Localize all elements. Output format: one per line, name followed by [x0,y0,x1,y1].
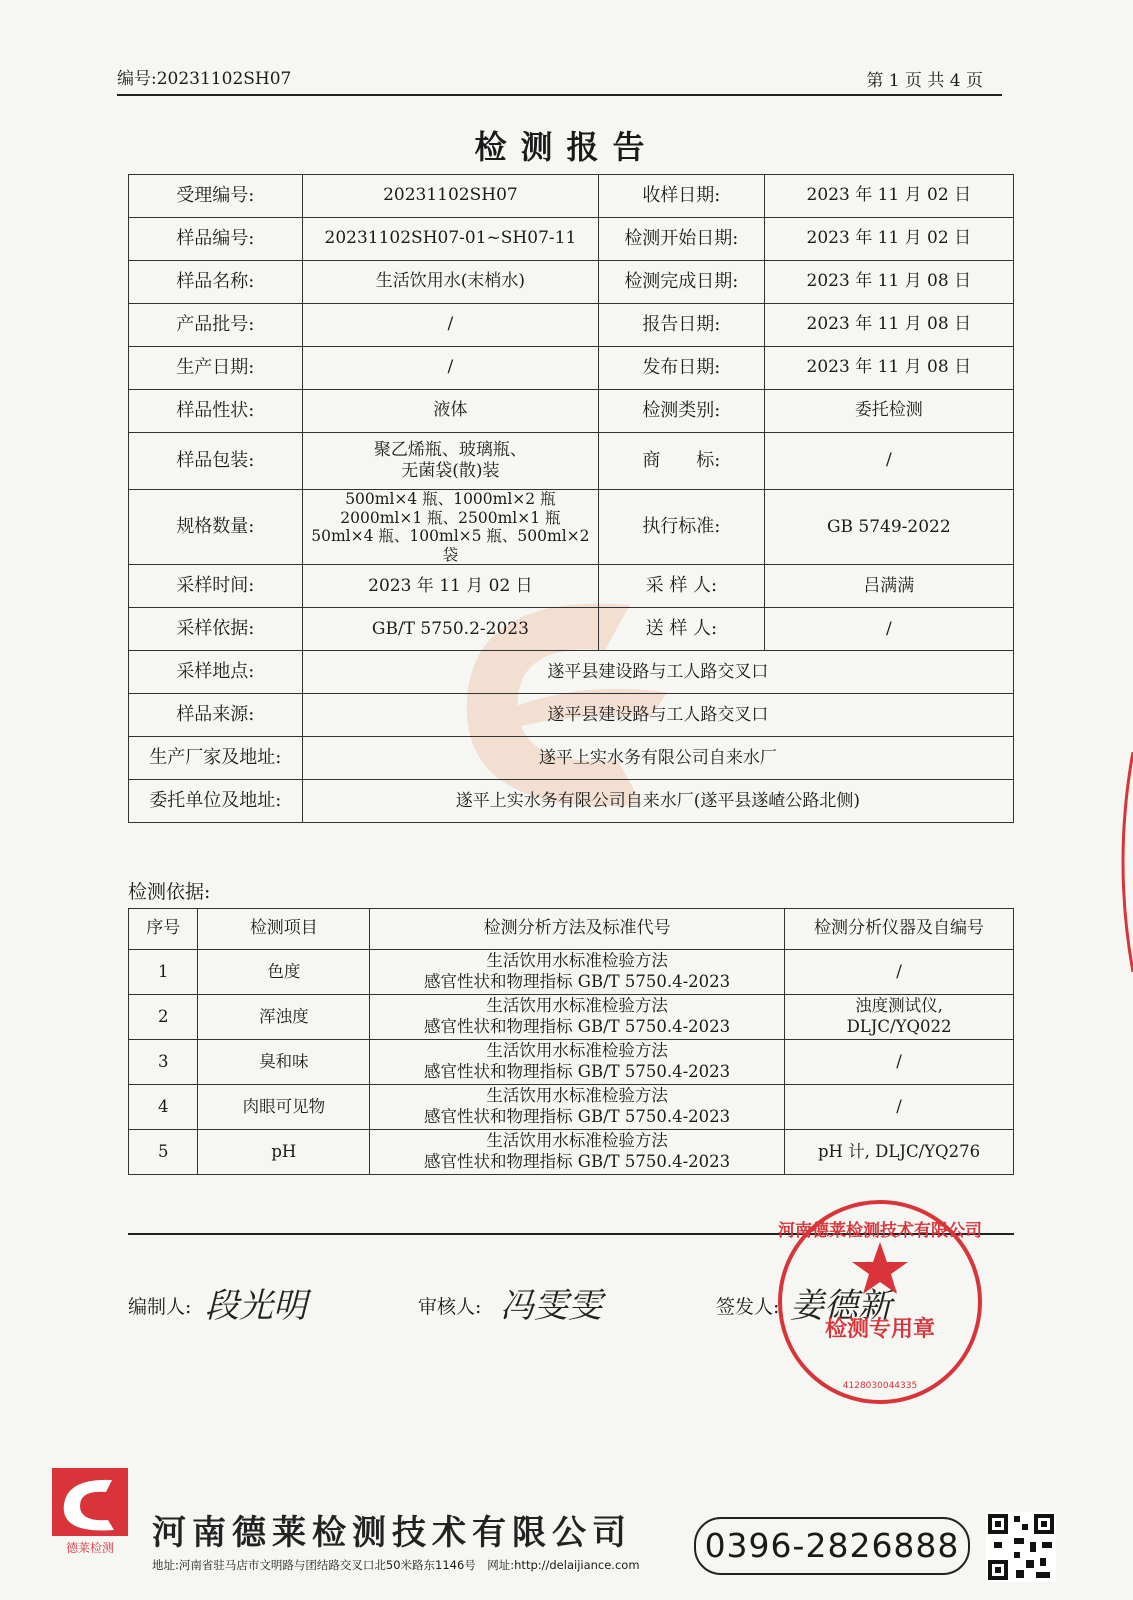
test-method [370,1040,785,1085]
issuer-label: 签发人: [716,1296,780,1318]
spec-line: 2000ml×1 瓶、2500ml×1 瓶 [340,508,561,527]
test-item: 浑浊度 [198,995,370,1040]
sampling-time: 2023 年 11 月 02 日 [302,565,598,608]
sender-label: 送 样 人: [599,608,765,651]
acceptance-no-label: 受理编号: [129,175,303,218]
table-row [129,565,1014,608]
sampler: 吕满满 [764,565,1013,608]
packaging-line: 聚乙烯瓶、玻璃瓶、 [373,439,527,460]
packaging-line: 无菌袋(散)装 [401,461,500,481]
test-item: 色度 [198,950,370,995]
seal-outer-text: 河南德莱检测技术有限公司 [778,1221,982,1241]
row-number: 4 [129,1085,198,1130]
state-label: 样品性状: [129,390,303,433]
report-date: 2023 年 11 月 08 日 [764,304,1013,347]
test-type: 委托检测 [764,390,1013,433]
packaging-label: 样品包装: [129,433,303,490]
inspection-seal [774,1196,986,1408]
release-date-label: 发布日期: [599,347,765,390]
method-line: 生活饮用水标准检验方法 [486,1086,668,1106]
production-date-label: 生产日期: [129,347,303,390]
table-header-row [129,909,1014,950]
acceptance-no: 20231102SH07 [302,175,598,218]
table-row [129,175,1014,218]
instrument-line: / [896,1051,902,1071]
instrument [785,1085,1014,1130]
qr-code-icon [986,1512,1056,1582]
company-name: 河南德莱检测技术有限公司 [152,1513,632,1553]
issuer-signature: 姜德新 [790,1286,892,1326]
table-row [129,694,1014,737]
sample-no-label: 样品编号: [129,218,303,261]
spec [302,490,598,565]
report-number: 编号:20231102SH07 [117,69,292,89]
sender: / [764,608,1013,651]
sampler-label: 采 样 人: [599,565,765,608]
sampling-basis: GB/T 5750.2-2023 [302,608,598,651]
table-row [129,1130,1014,1175]
reviewer-signature: 冯雯雯 [500,1286,602,1326]
standard-label: 执行标准: [599,490,765,565]
test-type-label: 检测类别: [599,390,765,433]
table-row [129,1085,1014,1130]
column-header: 序号 [129,909,198,950]
sample-name: 生活饮用水(末梢水) [302,261,598,304]
state: 液体 [302,390,598,433]
method-line: 感官性状和物理指标 GB/T 5750.4-2023 [424,1107,731,1126]
test-method [370,950,785,995]
company-logo [52,1468,132,1556]
row-number: 5 [129,1130,198,1175]
test-end-label: 检测完成日期: [599,261,765,304]
reviewer-label: 审核人: [418,1296,482,1318]
method-line: 生活饮用水标准检验方法 [486,1041,668,1061]
column-header: 检测分析仪器及自编号 [785,909,1014,950]
method-line: 感官性状和物理指标 GB/T 5750.4-2023 [424,1062,731,1081]
header-divider [117,94,1002,96]
receive-date-label: 收样日期: [599,175,765,218]
production-date: / [302,347,598,390]
source-label: 样品来源: [129,694,303,737]
table-row [129,780,1014,823]
table-row [129,651,1014,694]
company-address: 地址:河南省驻马店市文明路与团结路交叉口北50米路东1146号 网址:http://delaijiance.com [152,1558,640,1572]
test-item: pH [198,1130,370,1175]
trademark-label: 商 标: [599,433,765,490]
release-date: 2023 年 11 月 08 日 [764,347,1013,390]
test-start: 2023 年 11 月 02 日 [764,218,1013,261]
method-line: 生活饮用水标准检验方法 [486,951,668,971]
company-phone: 0396-2826888 [694,1517,970,1575]
method-line: 感官性状和物理指标 GB/T 5750.4-2023 [424,1017,731,1036]
seal-number: 4128030044335 [842,1381,918,1391]
batch: / [302,304,598,347]
table-row [129,737,1014,780]
test-method [370,1130,785,1175]
report-date-label: 报告日期: [599,304,765,347]
page-info: 第 1 页 共 4 页 [866,71,983,91]
sampling-site-label: 采样地点: [129,651,303,694]
report-title: 检测报告 [474,128,659,166]
method-line: 感官性状和物理指标 GB/T 5750.4-2023 [424,1152,731,1171]
sampling-site: 遂平县建设路与工人路交叉口 [302,651,1013,694]
column-header: 检测项目 [198,909,370,950]
instrument [785,1130,1014,1175]
logo-text: 德莱检测 [65,1541,115,1555]
table-row [129,433,1014,490]
test-end: 2023 年 11 月 08 日 [764,261,1013,304]
table-row [129,608,1014,651]
table-row [129,261,1014,304]
test-method [370,995,785,1040]
receive-date: 2023 年 11 月 02 日 [764,175,1013,218]
row-number: 1 [129,950,198,995]
instrument [785,995,1014,1040]
sample-name-label: 样品名称: [129,261,303,304]
manufacturer: 遂平上实水务有限公司自来水厂 [302,737,1013,780]
table-row [129,347,1014,390]
spec-line: 500ml×4 瓶、1000ml×2 瓶 [345,490,556,508]
instrument [785,1040,1014,1085]
table-row [129,304,1014,347]
test-start-label: 检测开始日期: [599,218,765,261]
side-seal-fragment [1113,752,1133,972]
sample-info-table [128,174,1014,823]
instrument-line: / [896,961,902,981]
test-basis-table [128,908,1014,1175]
sampling-basis-label: 采样依据: [129,608,303,651]
method-line: 生活饮用水标准检验方法 [486,996,668,1016]
instrument-line: pH 计, DLJC/YQ276 [817,1141,981,1161]
row-number: 3 [129,1040,198,1085]
editor-label: 编制人: [128,1296,192,1318]
instrument-line: / [896,1096,902,1116]
source: 遂平县建设路与工人路交叉口 [302,694,1013,737]
table-row [129,1040,1014,1085]
trademark: / [764,433,1013,490]
method-line: 生活饮用水标准检验方法 [486,1131,668,1151]
table-row [129,995,1014,1040]
method-line: 感官性状和物理指标 GB/T 5750.4-2023 [424,972,731,991]
editor-signature: 段光明 [205,1286,307,1326]
table-row [129,490,1014,565]
sample-no: 20231102SH07-01~SH07-11 [302,218,598,261]
sampling-time-label: 采样时间: [129,565,303,608]
row-number: 2 [129,995,198,1040]
test-item: 臭和味 [198,1040,370,1085]
spec-label: 规格数量: [129,490,303,565]
table-row [129,390,1014,433]
instrument-line: 浊度测试仪, [855,996,943,1016]
table-row [129,950,1014,995]
instrument [785,950,1014,995]
standard: GB 5749-2022 [764,490,1013,565]
batch-label: 产品批号: [129,304,303,347]
table-row [129,218,1014,261]
client-label: 委托单位及地址: [129,780,303,823]
seal-inner-text: 检测专用章 [824,1317,936,1342]
basis-heading: 检测依据: [128,881,211,903]
client: 遂平上实水务有限公司自来水厂(遂平县遂嵖公路北侧) [302,780,1013,823]
packaging [302,433,598,490]
instrument-line: DLJC/YQ022 [846,1017,952,1036]
test-item: 肉眼可见物 [198,1085,370,1130]
manufacturer-label: 生产厂家及地址: [129,737,303,780]
column-header: 检测分析方法及标准代号 [370,909,785,950]
spec-line: 50ml×4 瓶、100ml×5 瓶、500ml×2 袋 [311,527,590,564]
test-method [370,1085,785,1130]
